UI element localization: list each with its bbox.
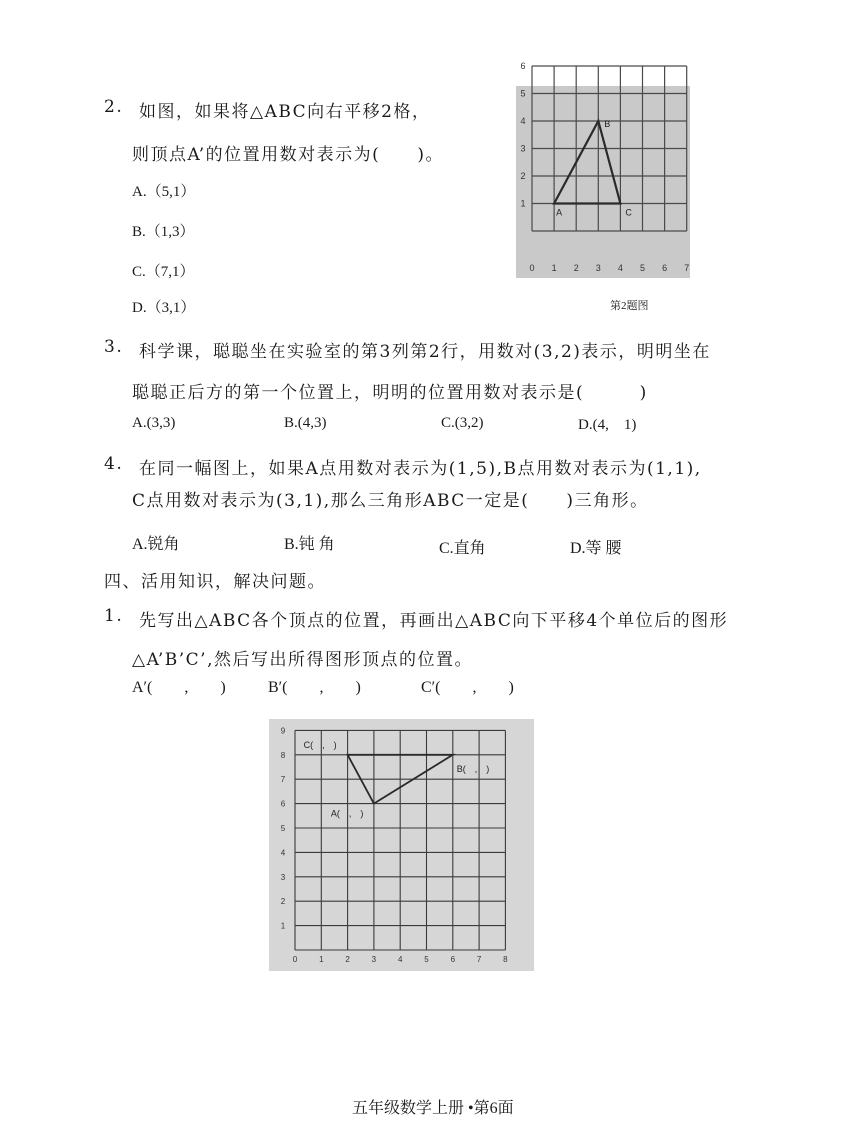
p1-answer-b: B′( , ) <box>268 679 361 696</box>
p1-label-c: C( , ) <box>303 739 337 750</box>
x-tick-label: 1 <box>551 263 557 273</box>
q2-option-b: B.（1,3） <box>132 224 195 240</box>
x-tick-label: 6 <box>450 955 456 964</box>
p1-answer-c: C′( , ) <box>421 679 514 696</box>
p1-answer-a: A′( , ) <box>132 679 226 696</box>
x-tick-label: 8 <box>503 955 508 964</box>
p1-number: 1. <box>104 606 124 626</box>
q2-option-a: A.（5,1） <box>132 184 196 200</box>
p1-stem-line2: △A’B’C’,然后写出所得图形顶点的位置。 <box>132 650 473 670</box>
y-tick-label: 2 <box>280 897 286 907</box>
q3-stem-line1: 科学课，聪聪坐在实验室的第3列第2行，用数对(3,2)表示，明明坐在 <box>139 342 711 362</box>
section-heading: 四、活用知识，解决问题。 <box>104 572 326 592</box>
q4-number: 4. <box>104 454 124 474</box>
y-tick-label: 8 <box>280 750 286 760</box>
p1-label-b: B( , ) <box>456 763 490 774</box>
page-footer: 五年级数学上册 •第6面 <box>352 1100 514 1117</box>
y-tick-label: 7 <box>280 775 286 785</box>
p1-figure-background <box>269 719 534 971</box>
q3-option-d: D.(4, 1) <box>578 417 637 433</box>
x-tick-label: 2 <box>345 955 350 964</box>
y-tick-label: 6 <box>280 799 286 809</box>
y-tick-label: 2 <box>520 171 526 181</box>
y-tick-label: 6 <box>520 61 526 71</box>
p1-label-a: A( , ) <box>330 808 364 819</box>
q3-stem-line2: 聪聪正后方的第一个位置上，明明的位置用数对表示是( ) <box>132 383 648 403</box>
x-tick-label: 4 <box>397 955 403 964</box>
y-tick-label: 5 <box>280 824 286 833</box>
x-tick-label: 0 <box>529 263 535 273</box>
q2-number: 2. <box>104 97 124 117</box>
q4-stem-line1: 在同一幅图上，如果A点用数对表示为(1,5),B点用数对表示为(1,1), <box>139 459 702 479</box>
y-tick-label: 1 <box>520 198 526 209</box>
q4-option-b: B.钝 角 <box>284 536 335 553</box>
q3-number: 3. <box>104 337 124 357</box>
x-tick-label: 5 <box>424 955 429 964</box>
q2-label-a: A <box>556 207 563 218</box>
x-tick-label: 6 <box>662 263 668 273</box>
x-tick-label: 0 <box>292 955 298 964</box>
x-tick-label: 3 <box>595 263 601 273</box>
y-tick-label: 1 <box>280 921 286 931</box>
q2-stem-line2: 则顶点A’的位置用数对表示为( )。 <box>132 145 444 165</box>
x-tick-label: 7 <box>476 955 482 964</box>
q3-option-a: A.(3,3) <box>132 415 176 431</box>
q2-label-b: B <box>604 119 611 129</box>
q2-figure-caption: 第2题图 <box>610 300 649 312</box>
q2-option-c: C.（7,1） <box>132 264 195 280</box>
y-tick-label: 3 <box>280 872 286 882</box>
q2-figure-background <box>516 86 690 278</box>
y-tick-label: 4 <box>280 848 286 858</box>
q2-label-c: C <box>625 207 632 218</box>
p1-grid-figure <box>269 719 534 971</box>
y-tick-label: 9 <box>280 726 286 736</box>
q2-grid-figure <box>516 61 690 278</box>
x-tick-label: 1 <box>319 955 324 964</box>
q3-option-b: B.(4,3) <box>284 415 327 431</box>
x-tick-label: 3 <box>371 955 377 964</box>
y-tick-label: 4 <box>520 116 526 126</box>
p1-stem-line1: 先写出△ABC各个顶点的位置，再画出△ABC向下平移4个单位后的图形 <box>139 611 729 631</box>
q4-option-c: C.直角 <box>439 540 486 557</box>
q4-option-a: A.锐角 <box>132 536 180 553</box>
x-tick-label: 7 <box>684 263 690 273</box>
x-tick-label: 5 <box>639 263 646 273</box>
q2-stem-line1: 如图，如果将△ABC向右平移2格， <box>139 102 431 122</box>
q4-option-d: D.等 腰 <box>570 540 622 557</box>
x-tick-label: 2 <box>573 263 579 273</box>
x-tick-label: 4 <box>617 263 623 273</box>
q4-stem-line2: C点用数对表示为(3,1),那么三角形ABC一定是( )三角形。 <box>132 491 649 511</box>
q3-option-c: C.(3,2) <box>441 415 484 431</box>
y-tick-label: 5 <box>520 88 526 99</box>
q2-option-d: D.（3,1） <box>132 300 196 316</box>
y-tick-label: 3 <box>520 143 526 154</box>
